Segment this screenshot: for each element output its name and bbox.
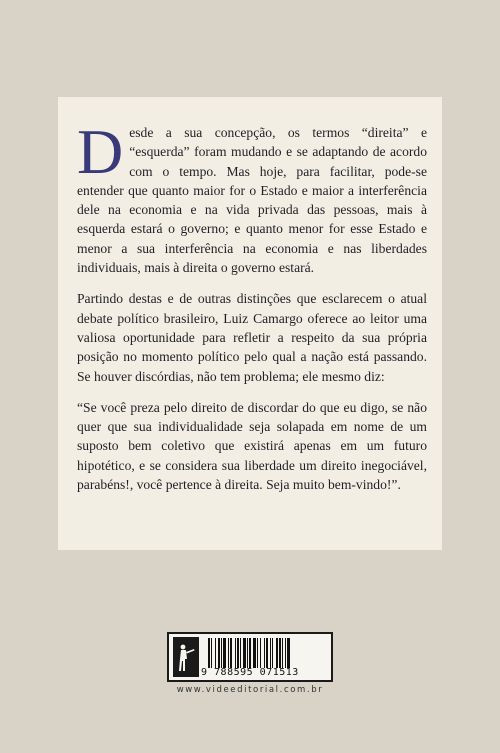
publisher-website: www.videeditorial.com.br bbox=[176, 685, 324, 695]
barcode-bar bbox=[270, 638, 271, 668]
barcode bbox=[207, 638, 329, 668]
barcode-block bbox=[167, 632, 333, 682]
barcode-bar bbox=[276, 638, 278, 668]
barcode-bar bbox=[240, 638, 241, 668]
barcode-bar bbox=[266, 638, 268, 668]
barcode-bar bbox=[208, 638, 210, 668]
barcode-bar bbox=[272, 638, 273, 668]
drop-cap: D bbox=[77, 116, 124, 187]
barcode-bar bbox=[215, 638, 216, 668]
barcode-bar bbox=[228, 638, 229, 668]
paragraph-3-quote: “Se você preza pelo direito de discordar do que eu digo, se não quer que sua individualidade seja solapada em nome de um suposto bem coletivo que existirá apenas em um futuro hipotético, e se considera sua liberdade um direito inegociável, parabéns!, você pertence à direita. Seja muito bem-vindo!”. bbox=[77, 399, 427, 493]
barcode-bar bbox=[221, 638, 222, 668]
barcode-bar bbox=[223, 638, 226, 668]
barcode-bar bbox=[282, 638, 283, 668]
paragraph-2: Partindo destas e de outras distinções que esclarecem o atual debate político brasileiro, Luiz Camargo oferece ao leitor uma valiosa oportunidade para refletir a respeito da sua própria posição no momento político pelo qual a nação está passando. Se houver discórdias, não tem problema; ele mesmo diz: bbox=[77, 291, 427, 384]
barcode-bar bbox=[218, 638, 220, 668]
paragraph-1: Desde a sua concepção, os termos “direita” e “esquerda” foram mudando e se adaptando de acordo com o tempo. Mas hoje, para facilitar, pode-se entender que quanto maior for o Estado e maior a interferência dele na economia e na vida privada das pessoas, mais à esquerda estará o governo; e quanto menor for esse Estado e menor a sua interferência na economia e nas liberdades individuais, mais à direita o governo estará. bbox=[77, 116, 427, 276]
isbn-number: 9 788595 071513 bbox=[201, 667, 299, 678]
barcode-bar bbox=[211, 638, 212, 668]
barcode-bar bbox=[260, 638, 261, 668]
barcode-bar bbox=[287, 638, 290, 668]
barcode-bar bbox=[237, 638, 239, 668]
barcode-bar bbox=[243, 638, 246, 668]
back-cover-text bbox=[77, 116, 427, 506]
barcode-bar bbox=[235, 638, 236, 668]
barcode-bar bbox=[249, 638, 251, 668]
barcode-bar bbox=[253, 638, 256, 668]
barcode-bar bbox=[264, 638, 265, 668]
barcode-bar bbox=[230, 638, 232, 668]
publisher-logo bbox=[173, 637, 199, 677]
barcode-bar bbox=[257, 638, 258, 668]
barcode-bar bbox=[247, 638, 248, 668]
barcode-bar bbox=[279, 638, 281, 668]
barcode-bar bbox=[285, 638, 286, 668]
